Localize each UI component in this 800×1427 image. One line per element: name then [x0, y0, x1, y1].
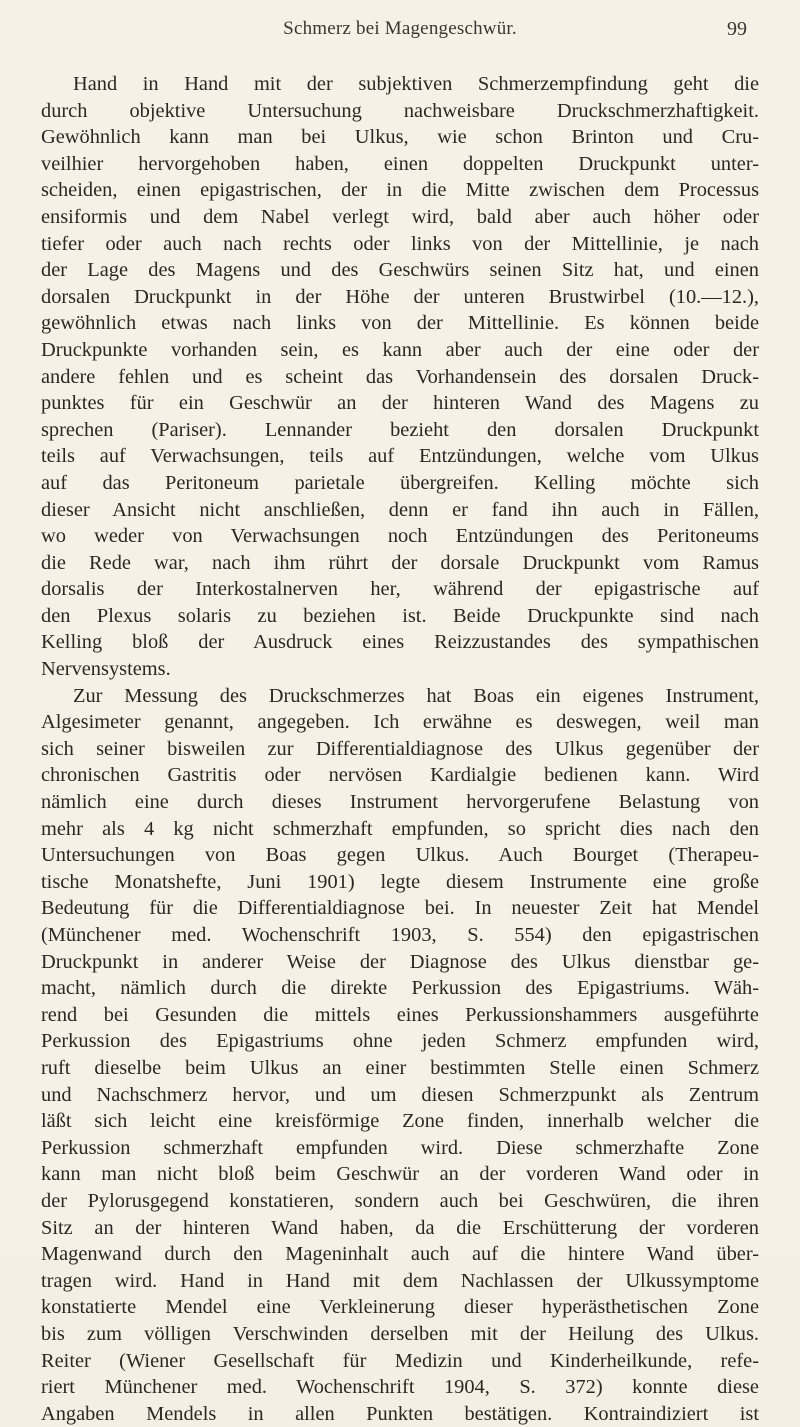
text-line: dorsalis der Interkostalnerven her, während der epigastrische auf [41, 578, 759, 601]
text-line: scheiden, einen epigastrischen, der in die Mitte zwischen dem Processus [41, 179, 759, 202]
text-line: Magenwand durch den Mageninhalt auch auf die hintere Wand über- [41, 1243, 759, 1266]
text-line: Algesimeter genannt, angegeben. Ich erwähne es deswegen, weil man [41, 711, 759, 734]
text-line: der Lage des Magens und des Geschwürs seinen Sitz hat, und einen [41, 259, 759, 282]
text-line: macht, nämlich durch die direkte Perkussion des Epigastriums. Wäh- [41, 977, 759, 1000]
text-line: tragen wird. Hand in Hand mit dem Nachlassen der Ulkussymptome [41, 1269, 759, 1292]
text-line: Druckpunkt in anderer Weise der Diagnose des Ulkus dienstbar ge- [41, 950, 759, 973]
text-line: wo weder von Verwachsungen noch Entzündungen des Peritoneums [41, 525, 759, 548]
text-line: Kelling bloß der Ausdruck eines Reizzustandes des sympathischen [41, 631, 759, 654]
text-line: bis zum völligen Verschwinden derselben mit der Heilung des Ulkus. [41, 1322, 759, 1345]
text-line: konstatierte Mendel eine Verkleinerung dieser hyperästhetischen Zone [41, 1296, 759, 1319]
text-line: den Plexus solaris zu beziehen ist. Beide Druckpunkte sind nach [41, 604, 759, 627]
text-line: Angaben Mendels in allen Punkten bestätigen. Kontraindiziert ist [41, 1402, 759, 1425]
text-line: tische Monatshefte, Juni 1901) legte diesem Instrumente eine große [41, 870, 759, 893]
text-line: kann man nicht bloß beim Geschwür an der vorderen Wand oder in [41, 1163, 759, 1186]
text-line: Nervensystems. [41, 658, 171, 681]
text-line: Untersuchungen von Boas gegen Ulkus. Auch Bourget (Therapeu- [41, 844, 759, 867]
text-line: dieser Ansicht nicht anschließen, denn er fand ihn auch in Fällen, [41, 498, 759, 521]
text-line: tiefer oder auch nach rechts oder links von der Mittellinie, je nach [41, 232, 759, 255]
text-line: riert Münchener med. Wochenschrift 1904, S. 372) konnte diese [41, 1376, 759, 1399]
text-line: gewöhnlich etwas nach links von der Mittellinie. Es können beide [41, 312, 759, 335]
text-line: rend bei Gesunden die mittels eines Perkussionshammers ausgeführte [41, 1003, 759, 1026]
text-line: sprechen (Pariser). Lennander bezieht den dorsalen Druckpunkt [41, 418, 759, 441]
page-number: 99 [727, 18, 747, 40]
text-line: Bedeutung für die Differentialdiagnose bei. In neuester Zeit hat Mendel [41, 897, 759, 920]
running-title: Schmerz bei Magengeschwür. [283, 18, 517, 39]
text-line: andere fehlen und es scheint das Vorhandensein des dorsalen Druck- [41, 365, 759, 388]
text-line: durch objektive Untersuchung nachweisbare Druckschmerzhaftigkeit. [41, 99, 759, 122]
text-line: ruft dieselbe beim Ulkus an einer bestimmten Stelle einen Schmerz [41, 1056, 759, 1079]
text-line: und Nachschmerz hervor, und um diesen Schmerzpunkt als Zentrum [41, 1083, 759, 1106]
text-line: Perkussion schmerzhaft empfunden wird. Diese schmerzhafte Zone [41, 1136, 759, 1159]
text-line: teils auf Verwachsungen, teils auf Entzündungen, welche vom Ulkus [41, 445, 759, 468]
text-line: mehr als 4 kg nicht schmerzhaft empfunden, so spricht dies nach den [41, 817, 759, 840]
text-line: sich seiner bisweilen zur Differentialdiagnose des Ulkus gegenüber der [41, 737, 759, 760]
text-line: punktes für ein Geschwür an der hinteren Wand des Magens zu [41, 392, 759, 415]
text-line: der Pylorusgegend konstatieren, sondern auch bei Geschwüren, die ihren [41, 1189, 759, 1212]
text-line: Hand in Hand mit der subjektiven Schmerzempfindung geht die [73, 73, 759, 95]
text-line: ensiformis und dem Nabel verlegt wird, bald aber auch höher oder [41, 205, 759, 228]
text-line: Sitz an der hinteren Wand haben, da die Erschütterung der vorderen [41, 1216, 759, 1239]
text-line: Druckpunkte vorhanden sein, es kann aber auch der eine oder der [41, 338, 759, 361]
text-line: läßt sich leicht eine kreisförmige Zone finden, innerhalb welcher die [41, 1110, 759, 1133]
text-line: die Rede war, nach ihm rührt der dorsale Druckpunkt vom Ramus [41, 551, 759, 574]
text-line: veilhier hervorgehoben haben, einen doppelten Druckpunkt unter- [41, 152, 759, 175]
text-line: Zur Messung des Druckschmerzes hat Boas ein eigenes Instrument, [73, 684, 759, 707]
text-line: chronischen Gastritis oder nervösen Kardialgie bedienen kann. Wird [41, 764, 759, 787]
text-line: auf das Peritoneum parietale übergreifen. Kelling möchte sich [41, 471, 759, 494]
text-line: Reiter (Wiener Gesellschaft für Medizin und Kinderheilkunde, refe- [41, 1349, 759, 1372]
text-line: (Münchener med. Wochenschrift 1903, S. 554) den epigastrischen [41, 924, 759, 946]
running-header [0, 18, 800, 48]
body-text [41, 71, 759, 1427]
text-line: Gewöhnlich kann man bei Ulkus, wie schon Brinton und Cru- [41, 126, 759, 149]
text-line: Perkussion des Epigastriums ohne jeden Schmerz empfunden wird, [41, 1030, 759, 1053]
text-line: nämlich eine durch dieses Instrument hervorgerufene Belastung von [41, 791, 759, 814]
text-line: dorsalen Druckpunkt in der Höhe der unteren Brustwirbel (10.—12.), [41, 285, 759, 308]
